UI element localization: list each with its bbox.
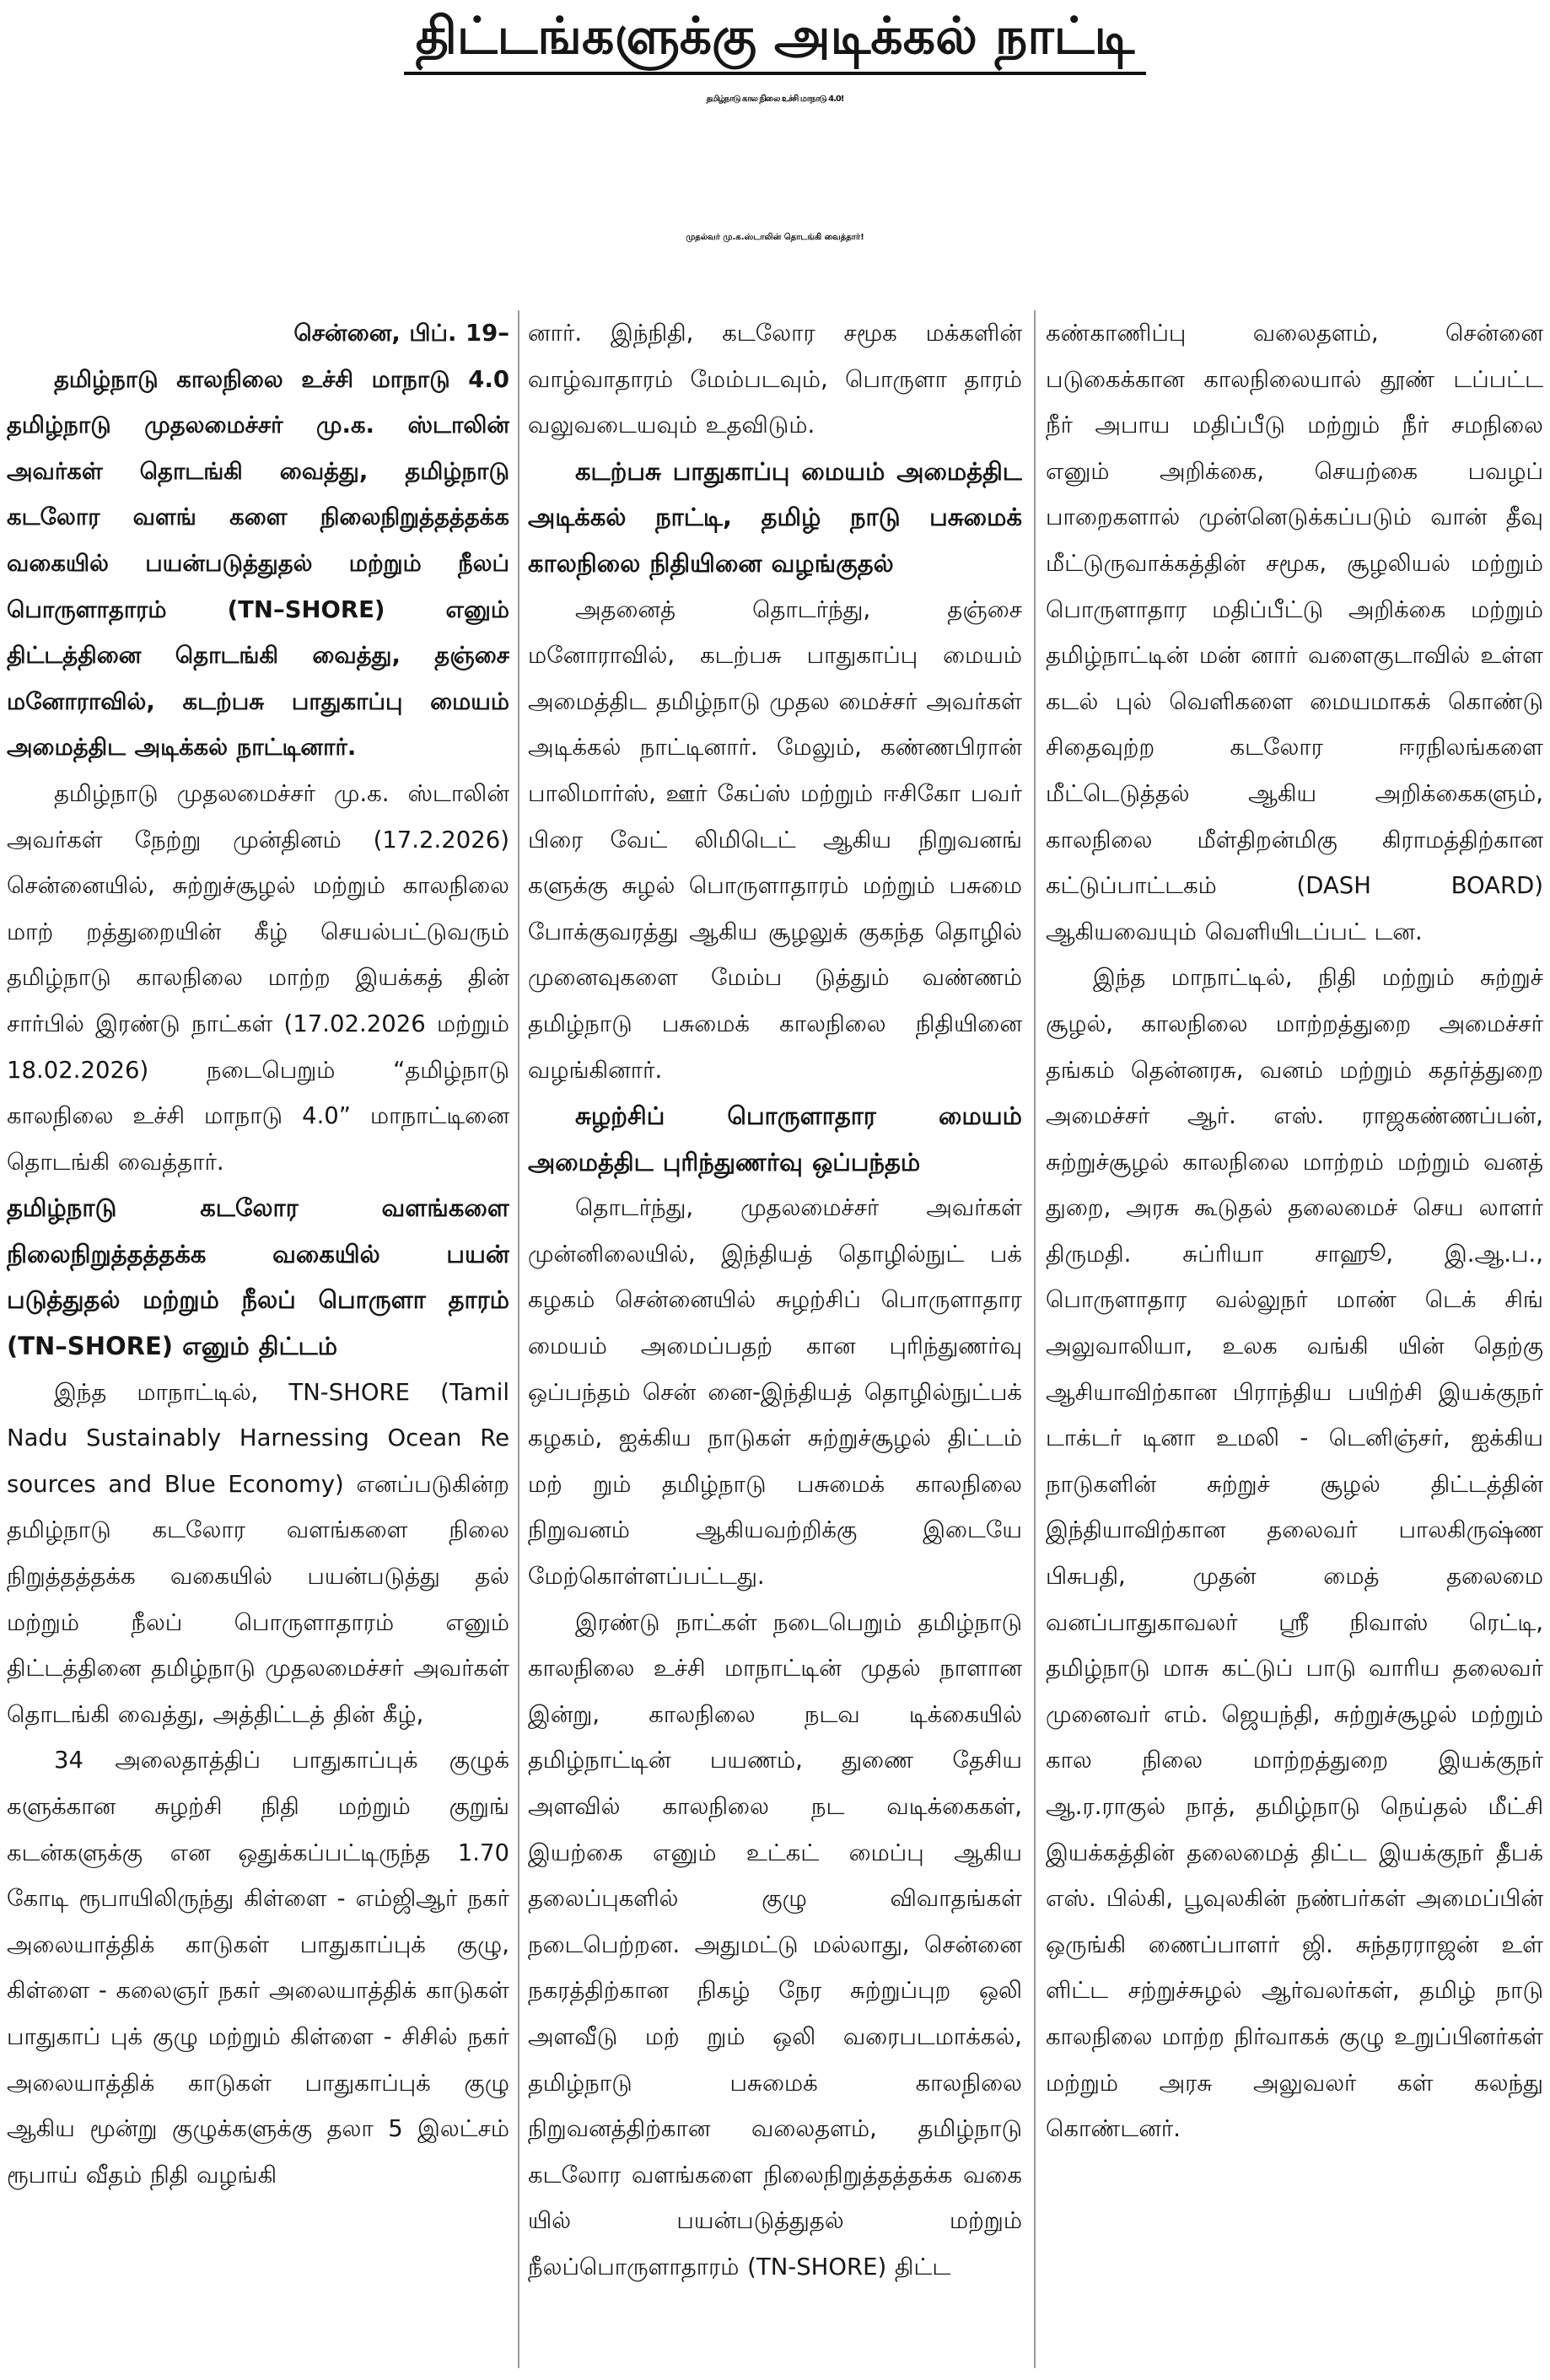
subheadline: முதல்வர் மு.க.ஸ்டாலின் தொடங்கி வைத்தார்! (686, 233, 864, 242)
body-paragraph: 34 அலைதாத்திப் பாதுகாப்புக் குழுக் களுக்கான சுழற்சி நிதி மற்றும் குறுங் கடன்களுக்கு என ஒதுக்கப்பட்டிருந்த 1.70 கோடி ரூபாயிலிருந்து கிள்ளை - எம்ஜிஆர் நகர் அலையாத்திக் காடுகள் பாதுகாப்புக் குழு, கிள்ளை - கலைஞர் நகர் அலையாத்திக் காடுகள் பாதுகாப் புக் குழு மற்றும் கிள்ளை - சிசில் நகர் அலையாத்திக் காடுகள் பாதுகாப்புக் குழு ஆகிய மூன்று குழுக்களுக்கு தலா 5 இலட்சம் ரூபாய் வீதம் நிதி வழங்கி (7, 1747, 509, 2189)
headline: தமிழ்நாடு கால நிலை உச்சி மாநாடு 4.0! (706, 94, 844, 104)
section-heading: தமிழ்நாடு கடலோர வளங்களை நிலைநிறுத்தத்தக்க வகையில் பயன் படுத்துதல் மற்றும் நீலப் பொருளா தாரம் (TN–SHORE) எனும் திட்டம் (7, 1193, 509, 1361)
body-paragraph: அதனைத் தொடர்ந்து, தஞ்சை மனோராவில், கடற்பசு பாதுகாப்பு மையம் அமைத்திட தமிழ்நாடு முதல மைச்சர் அவர்கள் அடிக்கல் நாட்டினார். மேலும், கண்ணபிரான் பாலிமார்ஸ், ஊர் கேப்ஸ் மற்றும் ஈசிகோ பவர் பிரை வேட் லிமிடெட் ஆகிய நிறுவனங் களுக்கு சுழல் பொருளாதாரம் மற்றும் பசுமை போக்குவரத்து ஆகிய சூழலுக் குகந்த தொழில் முனைவுகளை மேம்ப டுத்தும் வண்ணம் தமிழ்நாடு பசுமைக் காலநிலை நிதியினை வழங்கினார். (528, 595, 1022, 1084)
column-divider (518, 310, 519, 2368)
dateline: சென்னை, பிப். 19– (293, 320, 509, 347)
body-paragraph: இரண்டு நாட்கள் நடைபெறும் தமிழ்நாடு காலநிலை உச்சி மாநாட்டின் முதல் நாளான இன்று, காலநிலை நடவ டிக்கையில் தமிழ்நாட்டின் பயணம், துணை தேசிய அளவில் காலநிலை நட வடிக்கைகள், இயற்கை எனும் உட்கட் மைப்பு ஆகிய தலைப்புகளில் குழு விவாதங்கள் நடைபெற்றன. அதுமட்டு மல்லாது, சென்னை நகரத்திற்கான நிகழ் நேர சுற்றுப்புற ஒலி அளவீடு மற் றும் ஒலி வரைபடமாக்கல், தமிழ்நாடு பசுமைக் காலநிலை நிறுவனத்திற்கான வலைதளம், தமிழ்நாடு கடலோர வளங்களை நிலைநிறுத்தத்தக்க வகை யில் பயன்படுத்துதல் மற்றும் நீலப்பொருளாதாரம் (TN-SHORE) திட்ட (528, 1608, 1022, 2280)
body-paragraph: கண்காணிப்பு வலைதளம், சென்னை படுகைக்கான காலநிலையால் தூண் டப்பட்ட நீர் அபாய மதிப்பீடு மற்றும் நீர் சமநிலை எனும் அறிக்கை, செயற்கை பவழப் பாறைகளால் முன்னெடுக்கப்படும் வான் தீவு மீட்டுருவாக்கத்தின் சமூக, சூழலியல் மற்றும் பொருளாதார மதிப்பீட்டு அறிக்கை மற்றும் தமிழ்நாட்டின் மன் னார் வளைகுடாவில் உள்ள கடல் புல் வெளிகளை மையமாகக் கொண்டு சிதைவுற்ற கடலோர ஈரநிலங்களை மீட்டெடுத்தல் ஆகிய அறிக்கைகளும், காலநிலை மீள்திறன்மிகு கிராமத்திற்கான கட்டுப்பாட்டகம் (DASH BOARD) ஆகியவையும் வெளியிடப்பட் டன. (1046, 320, 1543, 945)
kicker: திட்டங்களுக்கு அடிக்கல் நாட்டி (404, 5, 1146, 75)
article-column-2 (528, 310, 1022, 2368)
column-divider (1034, 310, 1036, 2368)
article-column-3 (1046, 310, 1543, 2368)
section-heading: சுழற்சிப் பொருளாதார மையம் அமைத்திட புரிந்துணர்வு ஒப்பந்தம் (528, 1101, 1022, 1177)
section-heading: கடற்பசு பாதுகாப்பு மையம் அமைத்திட அடிக்கல் நாட்டி, தமிழ் நாடு பசுமைக் காலநிலை நிதியினை வழங்குதல் (528, 456, 1022, 578)
body-paragraph: தொடர்ந்து, முதலமைச்சர் அவர்கள் முன்னிலையில், இந்தியத் தொழில்நுட் பக் கழகம் சென்னையில் சுழற்சிப் பொருளாதார மையம் அமைப்பதற் கான புரிந்துணர்வு ஒப்பந்தம் சென் னை-இந்தியத் தொழில்நுட்பக் கழகம், ஐக்கிய நாடுகள் சுற்றுச்சூழல் திட்டம் மற் றும் தமிழ்நாடு பசுமைக் காலநிலை நிறுவனம் ஆகியவற்றிக்கு இடையே மேற்கொள்ளப்பட்டது. (528, 1194, 1022, 1591)
body-paragraph: இந்த மாநாட்டில், நிதி மற்றும் சுற்றுச் சூழல், காலநிலை மாற்றத்துறை அமைச்சர் தங்கம் தென்னரசு, வனம் மற்றும் கதர்த்துறை அமைச்சர் ஆர். எஸ். ராஜகண்ணப்பன், சுற்றுச்சூழல் காலநிலை மாற்றம் மற்றும் வனத் துறை, அரசு கூடுதல் தலைமைச் செய லாளர் திருமதி. சுப்ரியா சாஹூ, இ.ஆ.ப., பொருளாதார வல்லுநர் மாண் டெக் சிங் அலுவாலியா, உலக வங்கி யின் தெற்கு ஆசியாவிற்கான பிராந்திய பயிற்சி இயக்குநர் டாக்டர் டினா உமலி - டெனிஞ்சர், ஐக்கிய நாடுகளின் சுற்றுச் சூழல் திட்டத்தின் இந்தியாவிற்கான தலைவர் பாலகிருஷ்ண பிசுபதி, முதன் மைத் தலைமை வனப்பாதுகாவலர் ஸ்ரீ நிவாஸ் ரெட்டி, தமிழ்நாடு மாசு கட்டுப் பாடு வாரிய தலைவர் முனைவர் எம். ஜெயந்தி, சுற்றுச்சூழல் மற்றும் கால நிலை மாற்றத்துறை இயக்குநர் ஆ.ர.ராகுல் நாத், தமிழ்நாடு நெய்தல் மீட்சி இயக்கத்தின் தலைமைத் திட்ட இயக்குநர் தீபக் எஸ். பில்கி, பூவுலகின் நண்பர்கள் அமைப்பின் ஒருங்கி ணைப்பாளர் ஜி. சுந்தரராஜன் உள் ளிட்ட சற்றுச்சுழல் ஆர்வலர்கள், தமிழ் நாடு காலநிலை மாற்ற நிர்வாகக் குழு உறுப்பினர்கள் மற்றும் அரசு அலுவலர் கள் கலந்து கொண்டனர். (1046, 964, 1543, 2143)
lead-paragraph: தமிழ்நாடு காலநிலை உச்சி மாநாடு 4.0 தமிழ்நாடு முதலமைச்சர் மு.க. ஸ்டாலின் அவர்கள் தொடங்கி வைத்து, தமிழ்நாடு கடலோர வளங் களை நிலைநிறுத்தத்தக்க வகையில் பயன்படுத்துதல் மற்றும் நீலப் பொருளாதாரம் (TN–SHORE) எனும் திட்டத்தினை தொடங்கி வைத்து, தஞ்சை மனோராவில், கடற்பசு பாதுகாப்பு மையம் அமைத்திட அடிக்கல் நாட்டினார். (7, 365, 509, 762)
body-paragraph: னார். இந்நிதி, கடலோர சமூக மக்களின் வாழ்வாதாரம் மேம்படவும், பொருளா தாரம் வலுவடையவும் உதவிடும். (528, 320, 1022, 439)
body-paragraph: தமிழ்நாடு முதலமைச்சர் மு.க. ஸ்டாலின் அவர்கள் நேற்று முன்தினம் (17.2.2026) சென்னையில், சுற்றுச்சூழல் மற்றும் காலநிலை மாற் றத்துறையின் கீழ் செயல்பட்டுவரும் தமிழ்நாடு காலநிலை மாற்ற இயக்கத் தின் சார்பில் இரண்டு நாட்கள் (17.02.2026 மற்றும் 18.02.2026) நடைபெறும் “தமிழ்நாடு காலநிலை உச்சி மாநாடு 4.0” மாநாட்டினை தொடங்கி வைத்தார். (7, 779, 509, 1176)
body-paragraph: இந்த மாநாட்டில், TN-SHORE (Tamil Nadu Sustainably Harnessing Ocean Re sources and Blue Economy) எனப்படுகின்ற தமிழ்நாடு கடலோர வளங்களை நிலை நிறுத்தத்தக்க வகையில் பயன்படுத்து தல் மற்றும் நீலப் பொருளாதாரம் எனும் திட்டத்தினை தமிழ்நாடு முதலமைச்சர் அவர்கள் தொடங்கி வைத்து, அத்திட்டத் தின் கீழ், (7, 1378, 509, 1728)
article-column-1 (7, 310, 509, 2368)
kicker-container (0, 5, 1550, 75)
